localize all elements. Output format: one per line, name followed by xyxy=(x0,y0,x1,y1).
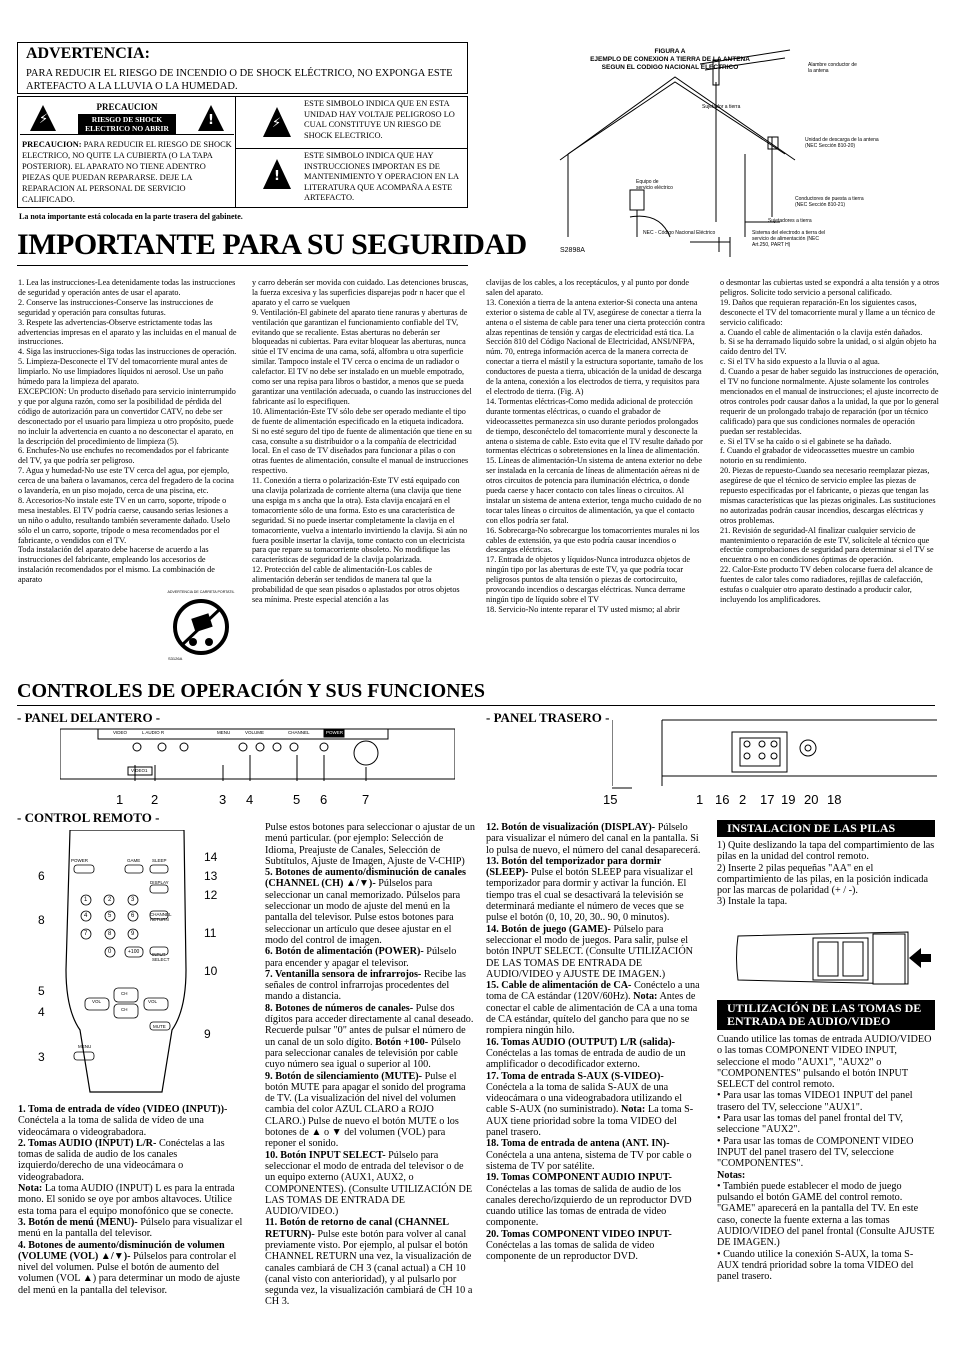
pilas-title: INSTALACION DE LAS PILAS xyxy=(717,820,935,837)
exclamation-symbol-icon: ! xyxy=(263,159,291,189)
caution-header xyxy=(20,99,234,135)
front-label-video1: VIDEO1 xyxy=(131,768,148,773)
remote-title: - CONTROL REMOTO - xyxy=(17,810,160,825)
front-num-6: 6 xyxy=(320,792,328,807)
remote-game-button[interactable]: GAME xyxy=(127,858,141,863)
remote-key-9[interactable]: 9 xyxy=(131,931,135,937)
caution-badge: RIESGO DE SHOCK ELECTRICO NO ABRIR xyxy=(78,114,176,134)
remote-num-9: 9 xyxy=(204,1027,211,1041)
remote-channel-return-button[interactable]: CHANNEL RETURN xyxy=(150,912,172,922)
label-ground-clamp: Sujetador a tierra xyxy=(702,104,741,110)
antenna-figure xyxy=(490,42,935,277)
exclamation-icon: ! xyxy=(198,105,224,131)
front-num-3: 3 xyxy=(219,792,227,807)
rear-num-18: 18 xyxy=(827,792,842,807)
front-num-2: 2 xyxy=(151,792,159,807)
controls-rule xyxy=(17,705,935,706)
remote-key-0[interactable]: 0 xyxy=(108,949,112,955)
caution-text xyxy=(22,139,232,205)
remote-key-3[interactable]: 3 xyxy=(131,897,135,903)
rear-num-15: 15 xyxy=(603,792,618,807)
label-ground-clamps: Sujetadores a tierra xyxy=(768,218,812,224)
remote-key-4[interactable]: 4 xyxy=(84,913,88,919)
remote-num-6: 6 xyxy=(38,869,45,883)
gabinete-note: La nota importante está colocada en la parte trasera del gabinete. xyxy=(19,212,243,221)
figure-title: FIGURA A xyxy=(654,48,686,55)
label-service-equipment: Equipo de servicio eléctrico xyxy=(636,179,673,191)
rear-num-2: 2 xyxy=(739,792,747,807)
lightning-symbol-icon: ⚡ xyxy=(263,107,291,137)
remote-num-3: 3 xyxy=(38,1050,45,1064)
caution-left xyxy=(18,97,236,207)
label-discharge-unit: Unidad de descarga de la antena (NEC Sección 810-20) xyxy=(805,137,879,149)
divider xyxy=(236,148,468,149)
remote-display-button[interactable]: DISPLAY xyxy=(150,880,169,885)
front-label-channel: CHANNEL xyxy=(288,730,310,735)
desc-column-1: 1. Toma de entrada de vídeo (VIDEO (INPUT))- Conéctela a la toma de salida de vídeo de una videocámara o videograbadora. 2. Tomas AUDIO (INPUT) L/R- Conéctelas a las tomas de salida de audio de los canales izquierdo/derecho de una videocámara o videograbadora. Nota: La toma AUDIO (INPUT) L es para la entrada mono. El sonido se oye por ambos altavoces. Utilice esta toma para el equipo monofónico que se conecte. 3. Botón de menú (MENU)- Púlselo para visualizar el menú en la pantalla del televisor. 4. Botones de aumento/disminución de volumen (VOLUME (VOL) ▲/▼)- Púlselos para controlar el nivel del volumen. Pulse el botón de aumento del volumen (VOL ▲) para determinar un modo de ajuste del menú en la pantalla del televisor. xyxy=(18,1104,243,1296)
tomas-title: UTILIZACIÓN DE LAS TOMAS DE ENTRADA DE AUDIO/VIDEO xyxy=(717,1000,935,1030)
remote-ch-up-button[interactable]: CH xyxy=(121,991,128,996)
safety-column-3: clavijas de los cables, a los receptáculos, y al punto por donde salen del aparato. 13. Conexión a tierra de la antena exterior-Si conecta una antena exterior o sistema de cable al TV, asegúrese de conectar a tierra la antena o el sistema de cable para tener una cierta protección contra alzas repentinas de tensión y cargas de electricidad está tica. La Sección 810 del Código Nacional de Electricidad, ANSI/NFPA, núm. 70, entrega información acerca de la manera correcta de conectar a tierra el mástil y la estructura soportante, tamaño de los conductores de puesta a tierra, ubicación de la unidad de descarga de la antena, conexión a los electrodos de tierra, y requisitos para el electrodo de tierra. (Fig. A) 14. Tormentas eléctricas-Como medida adicional de protección durante tormentas eléctricas, o cuando el grabador de videocassettes permanezca sin uso durante periodos prolongados de tiempo, desconéctelo del tomacorriente mural y desconecte la antena o sistema de cable. Esto evita que el TV resulte dañado por tormentas eléctricas o sobretensiones en la línea de alimentación. 15. Líneas de alimentación-Un sistema de antena exterior no debe ser instalada en la cercanía de líneas de alimentación aéreas ni de otros circuitos de potencia para iluminación eléctrica, o donde pueda caerse y hacer contacto con tales líneas o circuitos. Al instalar un sistema de antena exterior, tenga mucho cuidado de no tocar tales líneas o circuitos de alimentación, ya que el contacto con ellos podría ser fatal. 16. Sobrecarga-No sobrecargue los tomacorrientes murales ni los cables de extensión, ya que esto podría causar incendios o descargas eléctricas. 17. Entrada de objetos y líquidos-Nunca introduzca objetos de ningún tipo por las aberturas de este TV, ya que podría tocar peligrosos puntos de alta tensión o piezas de cortocircuito, provocando incendios o descargas eléctricas. Nunca derrame ningún tipo de líquido sobre el TV 18. Servicio-No intente reparar el TV usted mismo; al abrir xyxy=(486,278,705,614)
symbol2-text: ESTE SIMBOLO INDICA QUE HAY INSTRUCCIONES IMPORTAN ES DE MANTENIMIENTO Y OPERACION EN LA LITERATURA QUE ACOMPAÑA A ESTE ARTEFACTO. xyxy=(304,151,459,203)
pilas-step-1: 1) Quite deslizando la tapa del compartimiento de las pilas en la unidad del control remoto. xyxy=(717,840,935,863)
warning-box xyxy=(17,42,468,94)
remote-menu-button[interactable]: MENU xyxy=(78,1044,92,1049)
label-electrode-system: Sistema del electrodo a tierra del servicio de alimentación (NEC Art.250, PART H) xyxy=(752,230,826,248)
front-label-volume: VOLUME xyxy=(245,730,265,735)
remote-key-8[interactable]: 8 xyxy=(108,931,112,937)
battery-remote-icon xyxy=(733,928,933,990)
remote-key-6[interactable]: 6 xyxy=(131,913,135,919)
label-ground-conductors: Conductores de puesta a tierra (NEC Sección 810-21) xyxy=(795,196,864,208)
remote-num-8: 8 xyxy=(38,913,45,927)
remote-input-select-button[interactable]: INPUT SELECT xyxy=(152,952,170,962)
pilas-steps xyxy=(717,840,935,908)
safety-column-4: o desmontar las cubiertas usted se expondrá a alta tensión y a otros peligros. Solicite todo servicio a personal calificado. 19. Daños que requieran reparación-En los siguientes casos, desconecte el TV del tomacorriente mural y llame a un técnico de servicio calificado: a. Cuando el cable de alimentación o la clavija estén dañados. b. Si se ha derramado líquido sobre la unidad, o si algún objeto ha caído dentro del TV. c. Si el TV ha sido expuesto a la lluvia o al agua. d. Cuando a pesar de haber seguido las instrucciones de operación, el TV no funcione normalmente. Ajuste solamente los controles mencionados en el manual de instrucciones; el ajuste incorrecto de otros controles podr causar daños a la unidad, la que por lo general requerir de un prolongado trabajo de reparación (por un técnico calificado) para que sus condiciones normales de operación puedan ser restablecidas. e. Si el TV se ha caído o si el gabinete se ha dañado. f. Cuando el grabador de videocassettes muestre un cambio notorio en su rendimiento. 20. Piezas de repuesto-Cuando sea necesario reemplazar piezas, asegúrese de que el técnico de servicio emplee las piezas de repuesto especificadas por el fabricante, o piezas que tengan las mismas características que las piezas originales. Las sustituciones no autorizadas podrán causar incendios, descargas eléctricas y otros problemas. 21. Revisión de seguridad-Al finalizar cualquier servicio de mantenimiento o reparación de este TV, solicítele al técnico que efectúe comprobaciones de seguridad para determinar si el TV se encuentra o no en condiciones óptimas de operación. 22. Calor-Este producto TV deben colocarse fuera del alcance de fuentes de calor tales como radiadores, rejillas de calefacción, estufas o cualquier otro aparato destinado a producir calor, incluyendo los amplificadores. xyxy=(720,278,940,604)
rear-panel-drawing xyxy=(612,716,937,792)
front-num-1: 1 xyxy=(116,792,124,807)
tomas-text: Cuando utilice las tomas de entrada AUDIO/VIDEO o las tomas COMPONENT VIDEO INPUT, seleccione el modo "AUX1", "AUX2" o "COMPONENTES" pulsando el botón INPUT SELECT del control remoto. • Para usar las tomas VIDEO1 INPUT del panel trasero del TV, seleccione "AUX1". • Para usar las tomas del panel frontal del TV, seleccione "AUX2". • Para usar las tomas de COMPONENT VIDEO INPUT del panel trasero del TV, seleccione "COMPONENTES". Notas: • También puede establecer el modo de juego pulsando el botón GAME del control remoto. "GAME" aparecerá en la pantalla del TV. En este caso, conecte la fuente externa a las tomas AUDIO/VIDEO del panel frontal (Consulte AJUSTE DE IMAGEN.) • Cuando utilice la conexión S-AUX, la toma S-AUX tendrá prioridad sobre la toma VIDEO del panel trasero. xyxy=(717,1034,935,1283)
symbol1-text: ESTE SIMBOLO INDICA QUE EN ESTA UNIDAD HAY VOLTAJE PELIGROSO LO CUAL CONSTITUYE UN RIESGO DE SHOCK ELECTRICO. xyxy=(304,99,455,140)
front-label-power: POWER xyxy=(326,730,344,735)
remote-num-12: 12 xyxy=(204,888,218,902)
safety-title: IMPORTANTE PARA SU SEGURIDAD xyxy=(17,228,527,261)
caution-box xyxy=(17,96,468,208)
warning-text: PARA REDUCIR EL RIESGO DE INCENDIO O DE SHOCK ELÉCTRICO, NO EXPONGA ESTE ARTEFACTO A LA LLUVIA O LA HUMEDAD. xyxy=(26,68,453,92)
front-label-audio: L AUDIO R xyxy=(142,730,165,735)
lightning-icon: ⚡ xyxy=(30,105,56,131)
caution-title: PRECAUCION xyxy=(96,102,158,112)
remote-sleep-button[interactable]: SLEEP xyxy=(152,858,167,863)
figure-code: S2898A xyxy=(560,247,585,254)
desc-column-3: 12. Botón de visualización (DISPLAY)- Púlselo para visualizar el número del canal en la pantalla. Si lo pulsa de nuevo, el número del canal desaparecerá. 13. Botón del temporizador para dormir (SLEEP)- Pulse el botón SLEEP para visualizar el temporizador para dormir y activar la función. El tiempo tras el cual se desactivará la televisión se determinará mediante el número de veces que se pulse el botón (0, 10, 20, 30.. 90, 0 minutos). 14. Botón de juego (GAME)- Púlselo para seleccionar el modo de juegos. Para salir, pulse el botón INPUT SELECT. (Consulte UTILIZACIÓN DE LAS TOMAS DE ENTRADA DE AUDIO/VIDEO y AJUSTE DE IMAGEN.) 15. Cable de alimentación de CA- Conéctelo a una toma de CA estándar (120V/60Hz). Nota: Antes de conectar el cable de alimentación de CA a una toma de CA estándar, quítelo del gancho para que no se rompiera ningún hilo. 16. Tomas AUDIO (OUTPUT) L/R (salida)- Conéctelas a las tomas de entrada de audio de un amplificador o decodificador externo. 17. Toma de entrada S-AUX (S-VIDEO)- Conéctela a la toma de salida S-AUX de una videocámara o una videograbadora utilizando el cable S-AUX (no suministrado). Nota: La toma S-AUX tiene prioridad sobre la toma VIDEO del panel trasero. 18. Toma de entrada de antena (ANT. IN)- Conéctela a una antena, sistema de TV por cable o sistema de TV por satélite. 19. Tomas COMPONENT AUDIO INPUT- Conéctelas a las tomas de salida de audio de los canales derecho/izquierdo de un reproductor DVD cuando utilice las tomas de entrada de video componente. 20. Tomas COMPONENT VIDEO INPUT- Conéctelas a las tomas de salida de video componente de un reproductor DVD. xyxy=(486,822,701,1263)
remote-num-4: 4 xyxy=(38,1005,45,1019)
controls-title: CONTROLES DE OPERACIÓN Y SUS FUNCIONES xyxy=(17,680,486,702)
pilas-step-3: 3) Instale la tapa. xyxy=(717,896,788,908)
remote-mute-button[interactable]: MUTE xyxy=(153,1024,166,1029)
rear-panel-title: - PANEL TRASERO - xyxy=(486,710,610,725)
remote-key-2[interactable]: 2 xyxy=(108,897,112,903)
cart-code: S3126A xyxy=(168,656,183,661)
rear-num-16: 16 xyxy=(715,792,730,807)
remote-drawing xyxy=(62,830,192,1095)
remote-power-button[interactable]: POWER xyxy=(71,858,89,863)
front-label-video: VIDEO xyxy=(113,730,128,735)
title-rule xyxy=(17,265,468,266)
front-label-menu: MENU xyxy=(217,730,231,735)
front-num-4: 4 xyxy=(246,792,254,807)
pilas-step-2: 2) Inserte 2 pilas pequeñas "AA" en el compartimiento de las pilas, en la posición indicada por las marcas de polaridad (+ / -). xyxy=(717,862,929,897)
rear-num-1: 1 xyxy=(696,792,704,807)
caution-label: PRECAUCION: xyxy=(22,140,82,149)
remote-key-1[interactable]: 1 xyxy=(84,897,88,903)
rear-num-19: 19 xyxy=(781,792,796,807)
cart-label: ADVERTENCIA DE CARRETA PORTATIL xyxy=(167,590,235,594)
remote-num-13: 13 xyxy=(204,869,218,883)
figure-subtitle: EJEMPLO DE CONEXION A TIERRA DE LA ANTENA SEGUN EL CODIGO NACIONAL ELECTRICO xyxy=(590,56,750,71)
front-num-7: 7 xyxy=(362,792,370,807)
safety-column-2: y carro deberán ser movida con cuidado. Las detenciones bruscas, la fuerza excesiva y las superficies disparejas podr n hacer que el aparato y el carro se vuelquen 9. Ventilación-El gabinete del aparato tiene ranuras y aberturas de ventilación que garantizan el funcionamiento confiable del TV, evitando que se recaliente. Estas aberturas no deberán ser bloqueadas ni cubiertas. Para evitar bloquear las aberturas, nunca sitúe el TV encima de una cama, sofá, alfombra u otra superficie similar. Tampoco instale el TV cerca o encima de un radiador o calefactor. El TV no debe ser instalado en un mueble empotrado, como ser una repisa para libros o bastidor, a menos que se pueda garantizar una ventilación adecuada, o cuando las instrucciones del fabricante así lo especifiquen. 10. Alimentación-Este TV sólo debe ser operado mediante el tipo de fuente de alimentación especificado en la etiqueta indicadora. Si no esté seguro del tipo de fuente de alimentación que tiene en su casa, consulte a su distribuidor o a la compañía de electricidad local. En el caso de TV diseñados para funcionar a pilas o con otras fuentes de alimentación, consulte el manual de instrucciones respectivo. 11. Conexión a tierra o polarización-Este TV está equipado con una clavija polarizada de corriente alterna (una clavija que tiene una espiga m s ancha que la otra). Esta clavija encajará en el tomacorriente sólo de una forma. Esto es una característica de seguridad. Si no puede insertar completamente la clavija en el tomacorriente, vuelva a intentarlo invirtiendo la clavija. Si aún no fuera posible insertar la clavija, tome contacto con un electricista para que repare su tomacorriente obsoleto. No modifique las características de seguridad de la clavija polarizada. 12. Protección del cable de alimentación-Los cables de alimentación deberán ser tendidos de manera tal que la probabilidad de que sean pisados o aplastados por otros objetos sea mínima. Preste especial atención a las xyxy=(252,278,472,604)
desc-column-2: Pulse estos botones para seleccionar o ajustar de un menú particular. (por ejemplo: Selección de Idioma, Preajuste de Canales, Selección de Subtítulos, Ajuste de Imagen, Ajuste de V-CHIP) 5. Botones de aumento/disminución de canales (CHANNEL (CH) ▲/▼)- Púlselos para seleccionar un canal memorizado. Púlselos para seleccionar un modo de ajuste del menú en la pantalla del televisor. Pulse estos botones para seleccionar un artículo que desee ajustar en el modo del control de imagen. 6. Botón de alimentación (POWER)- Púlselo para encender y apagar el televisor. 7. Ventanilla sensora de infrarrojos- Recibe las señales de control infrarrojas procedentes del mando a distancia. 8. Botones de números de canales- Pulse dos dígitos para acceder directamente al canal deseado. Recuerde pulsar "0" antes de pulsar el número de un canal de un solo dígito. Botón +100- Púlselo para seleccionar canales de televisión por cable cuyo número sea igual o superior al 100. 9. Botón de silenciamiento (MUTE)- Pulse el botón MUTE para apagar el sonido del programa de TV. (La visualización del nivel del volumen cambia del color AZUL CLARO a ROJO CLARO.) Pulse de nuevo el botón MUTE o los botones de ▲ o ▼ del volumen (VOL) para reponer el sonido. 10. Botón INPUT SELECT- Púlselo para seleccionar el modo de entrada del televisor o de un equipo externo (AUX1, AUX2, o COMPONENTES). (Consulte UTILIZACIÓN DE LAS TOMAS DE ENTRADA DE AUDIO/VIDEO.) 11. Botón de retorno de canal (CHANNEL RETURN)- Pulse este botón para volver al canal previamente visto. Por ejemplo, al pulsar el botón CHANNEL RETURN una vez, la visualización de canales cambiará de CH 3 (canal actual) a CH 10 (canal visto con anterioridad), y al pulsarlo por segunda vez, la visualización cambiará de CH 10 a CH 3. xyxy=(265,822,475,1308)
safety-column-1: 1. Lea las instrucciones-Lea detenidamente todas las instrucciones de seguridad y operación antes de usar el aparato. 2. Conserve las instrucciones-Conserve las instrucciones de seguridad y operación para consultas futuras. 3. Respete las advertencias-Observe estrictamente todas las advertencias impresas en el aparato y las incluidas en el manual de instrucciones. 4. Siga las instrucciones-Siga todas las instrucciones de operación. 5. Limpieza-Desconecte el TV del tomacorriente mural antes de limpiarlo. No use limpiadores líquidos ni aerosol. Use un paño húmedo para la limpieza del aparato. EXCEPCION: Un producto diseñado para servicio ininterrumpido y que por alguna razón, como ser la posibilidad de pérdida del código de autorización para un convertidor CATV, no debe ser desconectado por el usuario para limpieza u otro propósito, puede no incluir la advertencia en cuanto a no desconectar el aparato, en la descripción del procedimiento de limpieza (5). 6. Enchufes-No use enchufes no recomendados por el fabricante del TV, ya que podría ser peligroso. 7. Agua y humedad-No use este TV cerca del agua, por ejemplo, cerca de una bañera o lavamanos, cerca del fregadero de la cocina o lavandería, en un piso mojado, cerca de una piscina, etc. 8. Accesorios-No instale este TV en un carro, soporte, trípode o mesa inestables. El TV podría caerse, causando serias lesiones a un niño o adulto, resultando también severamente dañado. Uselo sólo el un carro, soporte, trípode o mesa recomendados por el fabricante, o vendidos con el TV. Toda instalación del aparato debe hacerse de acuerdo a las instrucciones del fabricante, empleando los accesorios de instalación recomendados por el mismo. La combinación de aparato xyxy=(18,278,237,585)
cart-warning xyxy=(162,590,240,662)
remote-key-7[interactable]: 7 xyxy=(84,931,88,937)
cart-tipping-icon xyxy=(171,598,231,656)
label-nec: NEC - Código Nacional Eléctrico xyxy=(643,230,716,236)
rear-num-20: 20 xyxy=(804,792,819,807)
front-panel-title: - PANEL DELANTERO - xyxy=(17,710,161,725)
remote-ch-down-button[interactable]: CH xyxy=(121,1007,128,1012)
remote-num-14: 14 xyxy=(204,850,218,864)
house-drawing xyxy=(490,42,935,277)
remote-key-100[interactable]: +100 xyxy=(128,949,140,955)
rear-num-17: 17 xyxy=(760,792,775,807)
remote-key-5[interactable]: 5 xyxy=(108,913,112,919)
caution-body: PARA REDUCIR EL RIESGO DE SHOCK ELECTRICO, NO QUITE LA CUBIERTA (O LA TAPA POSTERIOR). EL APARATO NO TIENE ADENTRO PIEZAS QUE PUEDAN REPARARSE. DEJE LA REPARACION AL PERSONAL DE SERVICIO CALIFICADO. xyxy=(22,140,232,204)
front-num-5: 5 xyxy=(293,792,301,807)
warning-title: ADVERTENCIA: xyxy=(26,45,150,62)
label-antenna-wire: Alambre conductor de la antena xyxy=(808,62,857,74)
remote-num-11: 11 xyxy=(204,926,217,940)
remote-num-10: 10 xyxy=(204,964,218,978)
remote-vol-up-button[interactable]: VOL xyxy=(148,999,158,1004)
remote-num-5: 5 xyxy=(38,984,45,998)
remote-vol-down-button[interactable]: VOL xyxy=(92,999,102,1004)
